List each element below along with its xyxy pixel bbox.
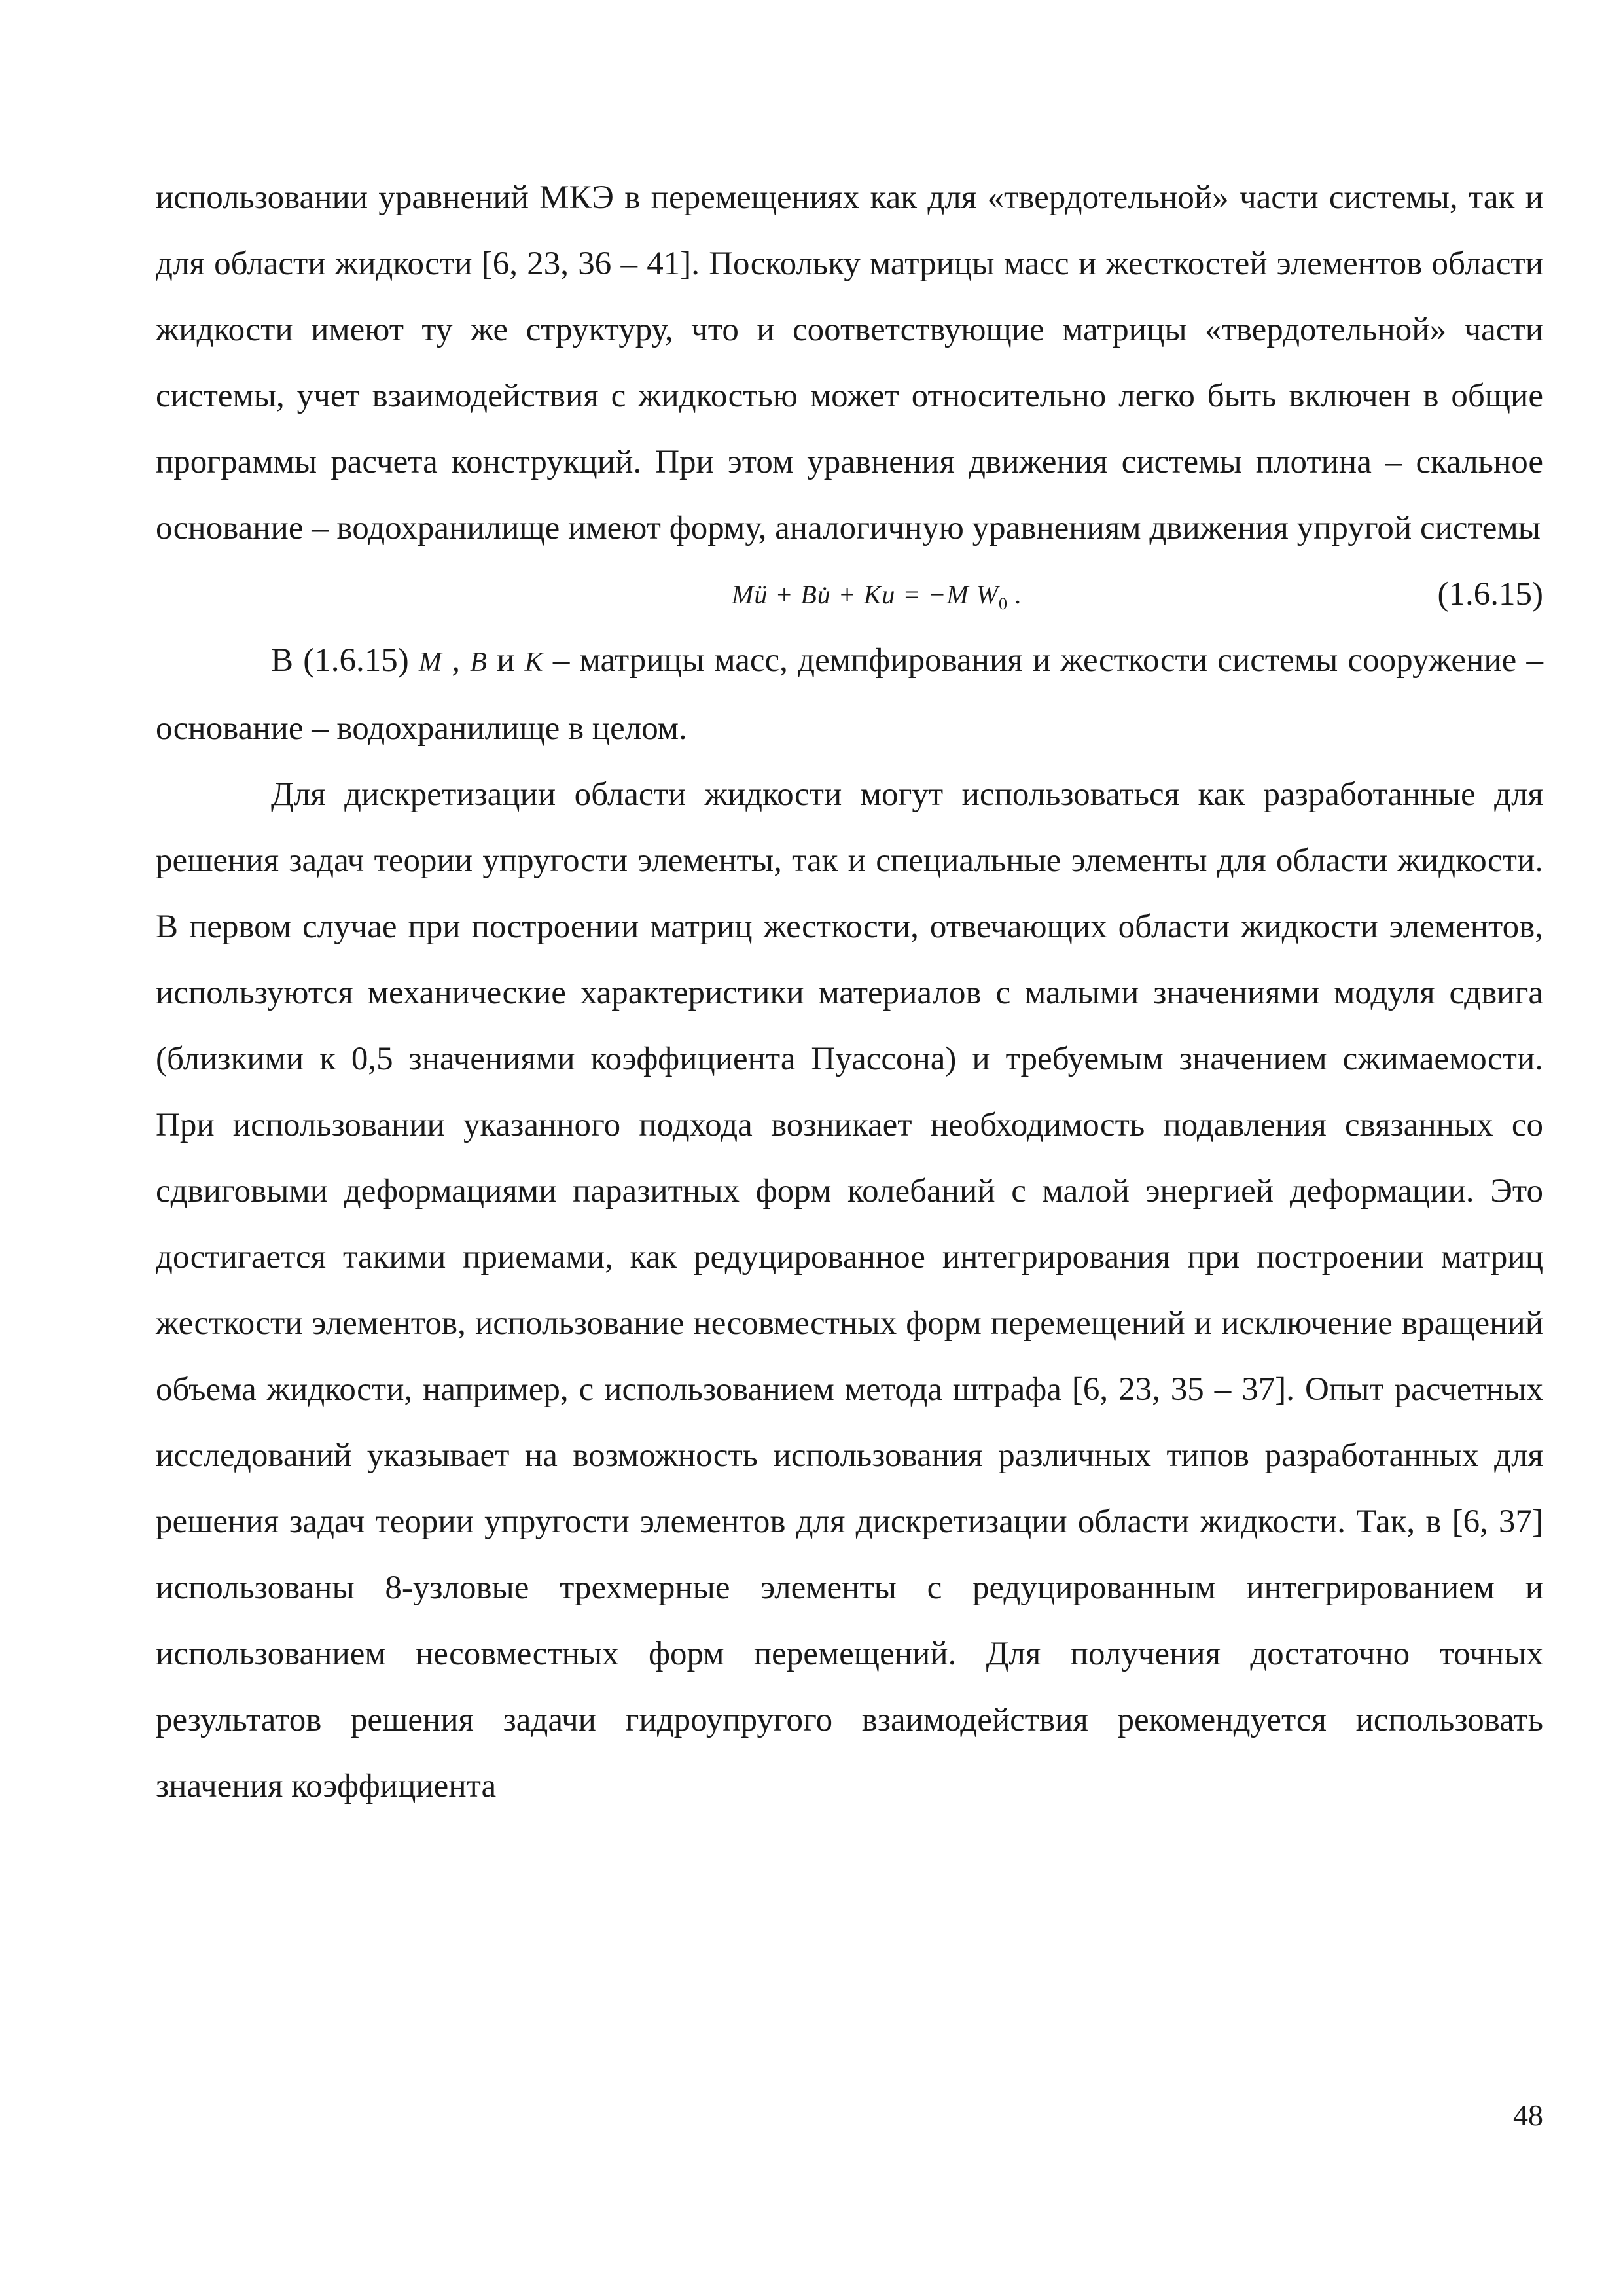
note-sep-1: , [441, 642, 471, 679]
symbol-k: K [524, 647, 543, 677]
symbol-m: M [418, 647, 442, 677]
equation-formula-main: Mü + Bu̇ + Ku = −M W [732, 580, 999, 609]
note-sep-2: и [486, 642, 525, 679]
paragraph-equation-note [156, 628, 1543, 762]
equation-formula-subscript: 0 [999, 594, 1008, 613]
equation-formula-end: . [1008, 580, 1023, 609]
document-body [156, 165, 1543, 1820]
equation-number: (1.6.15) [1437, 576, 1543, 613]
page-number: 48 [1513, 2098, 1543, 2132]
equation-1-6-15 [156, 562, 1543, 628]
paragraph-intro: использовании уравнений МКЭ в перемещениях как для «твердотельной» части системы, так и для области жидкости [6, 23, 36 – 41]. Поскольку матрицы масс и жесткостей элементов области жидкости имеют ту же структуру, что и соответствующие матрицы «твердотельной» части системы, учет взаимодействия с жидкостью может относительно легко быть включен в общие программы расчета конструкций. При этом уравнения движения системы плотина – скальное основание – водохранилище имеют форму, аналогичную уравнениям движения упругой системы [156, 179, 1543, 547]
paragraph-discretization: Для дискретизации области жидкости могут использоваться как разработанные для решения задач теории упругости элементы, так и специальные элементы для области жидкости. В первом случае при построении матриц жесткости, отвечающих области жидкости элементов, используются механические характеристики материалов с малыми значениями модуля сдвига (близкими к 0,5 значениями коэффициента Пуассона) и требуемым значением сжимаемости. При использовании указанного подхода возникает необходимость подавления связанных со сдвиговыми деформациями паразитных форм колебаний с малой энергией деформации. Это достигается такими приемами, как редуцированное интегрирования при построении матриц жесткости элементов, использование несовместных форм перемещений и исключение вращений объема жидкости, например, с использованием метода штрафа [6, 23, 35 – 37]. Опыт расчетных исследований указывает на возможность использования различных типов разработанных для решения задач теории упругости элементов для дискретизации области жидкости. Так, в [6, 37] использованы 8-узловые трехмерные элементы с редуцированным интегрированием и использованием несовместных форм перемещений. Для получения достаточно точных результатов решения задачи гидроупругого взаимодействия рекомендуется использовать значения коэффициента [156, 776, 1543, 1804]
equation-formula [732, 562, 1022, 637]
symbol-b: B [470, 647, 487, 677]
note-suffix: – матрицы масс, демпфирования и жесткости системы сооружение – основание – водохранилище в целом. [156, 642, 1543, 747]
note-prefix: В (1.6.15) [271, 642, 419, 679]
